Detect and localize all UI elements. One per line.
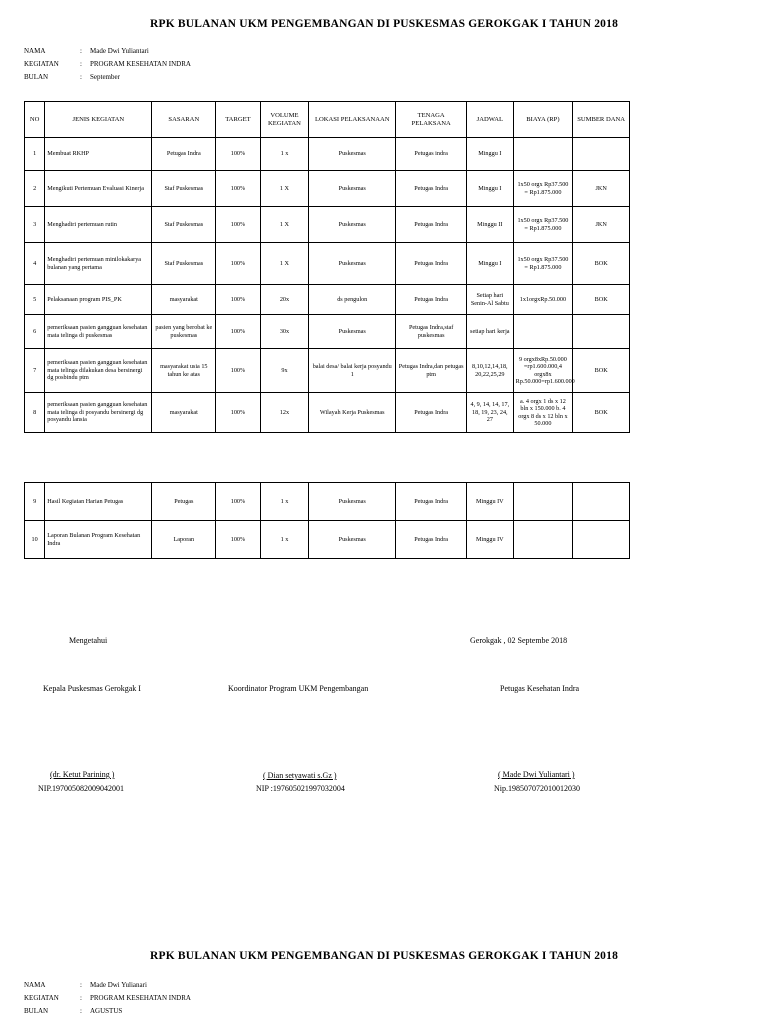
table-cell: 1 x bbox=[260, 138, 309, 171]
meta-label: NAMA bbox=[24, 47, 46, 55]
table-cell: Wilayah Kerja Puskesmas bbox=[309, 393, 396, 433]
table-cell: 1x50 orgx Rp37.500 = Rp1.875.000 bbox=[513, 171, 573, 207]
table-cell: 100% bbox=[216, 315, 261, 349]
table-cell: 100% bbox=[216, 483, 261, 521]
activity-table-continued bbox=[24, 482, 630, 559]
nip-koordinator: NIP :197605021997032004 bbox=[256, 784, 345, 793]
table-cell: pemeriksaan pasien gangguan kesehatan mata telinga di posyandu bersinergi dg posyandu lansia bbox=[45, 393, 152, 433]
column-header: JENIS KEGIATAN bbox=[45, 102, 152, 138]
table-cell: 6 bbox=[25, 315, 45, 349]
table-cell: pemeriksaan pasien gangguan kesehatan mata telinga dilakukan desa bersinergi dg posbindu ptm bbox=[45, 349, 152, 393]
table-cell: ds pengulon bbox=[309, 285, 396, 315]
table-cell: Petugas Indra bbox=[396, 207, 467, 243]
table-row bbox=[25, 315, 630, 349]
column-header: VOLUME KEGIATAN bbox=[260, 102, 309, 138]
table-cell: Petugas Indra,staf puskesmas bbox=[396, 315, 467, 349]
table-cell: Minggu I bbox=[467, 243, 514, 285]
table-cell: 100% bbox=[216, 138, 261, 171]
table-cell: Membuat RKHP bbox=[45, 138, 152, 171]
table-cell: BOK bbox=[573, 285, 630, 315]
table-cell: 100% bbox=[216, 207, 261, 243]
table-cell: Petugas Indra,dan petugas ptm bbox=[396, 349, 467, 393]
table-cell: Petugas Indra bbox=[396, 171, 467, 207]
table-cell: 1 X bbox=[260, 243, 309, 285]
table-row bbox=[25, 243, 630, 285]
table-cell: pasien yang berobat ke puskesmas bbox=[152, 315, 216, 349]
table-cell bbox=[513, 521, 573, 559]
page-title-2: RPK BULANAN UKM PENGEMBANGAN DI PUSKESMAS GEROKGAK I TAHUN 2018 bbox=[149, 950, 619, 962]
table-cell: 10 bbox=[25, 521, 45, 559]
table-cell: Menghadiri pertemuan rutin bbox=[45, 207, 152, 243]
table-cell: Puskesmas bbox=[309, 171, 396, 207]
role-kepala: Kepala Puskesmas Gerokgak I bbox=[43, 684, 141, 693]
table-cell: 1 X bbox=[260, 171, 309, 207]
meta-colon: : bbox=[80, 994, 82, 1002]
table-cell: Laporan bbox=[152, 521, 216, 559]
table-cell: 4, 9, 14, 14, 17, 18, 19, 23, 24, 27 bbox=[467, 393, 514, 433]
table-cell: Minggu I bbox=[467, 138, 514, 171]
meta-colon: : bbox=[80, 1007, 82, 1015]
table-cell: 1x50 orgx Rp37.500 = Rp1.875.000 bbox=[513, 207, 573, 243]
column-header: SASARAN bbox=[152, 102, 216, 138]
table-cell: Staf Puskesmas bbox=[152, 207, 216, 243]
table-cell bbox=[513, 483, 573, 521]
header-meta-2 bbox=[24, 981, 191, 1020]
table-cell: Petugas Indra bbox=[152, 138, 216, 171]
meta-label: BULAN bbox=[24, 1007, 49, 1015]
table-cell: 1 X bbox=[260, 207, 309, 243]
table-row bbox=[25, 138, 630, 171]
column-header: LOKASI PELAKSANAAN bbox=[309, 102, 396, 138]
column-header: JADWAL bbox=[467, 102, 514, 138]
meta-label: KEGIATAN bbox=[24, 60, 59, 68]
table-cell: 8 bbox=[25, 393, 45, 433]
table-cell: 7 bbox=[25, 349, 45, 393]
table-cell: 9x bbox=[260, 349, 309, 393]
meta-label: BULAN bbox=[24, 73, 49, 81]
table-cell: pemeriksaan pasien gangguan kesehatan mata telinga di puskesmas bbox=[45, 315, 152, 349]
signer-name-petugas: ( Made Dwi Yuliantari ) bbox=[498, 770, 575, 779]
column-header: TENAGA PELAKSANA bbox=[396, 102, 467, 138]
mengetahui-label: Mengetahui bbox=[69, 636, 108, 645]
table-cell: JKN bbox=[573, 207, 630, 243]
table-cell: Staf Puskesmas bbox=[152, 171, 216, 207]
meta-colon: : bbox=[80, 981, 82, 989]
meta-colon: : bbox=[80, 60, 82, 68]
table-cell: 100% bbox=[216, 393, 261, 433]
table-cell: Petugas indra bbox=[396, 138, 467, 171]
table-cell: 1 bbox=[25, 138, 45, 171]
meta-colon: : bbox=[80, 73, 82, 81]
table-cell: 20x bbox=[260, 285, 309, 315]
table-cell: Mengikuti Pertemuan Evaluasi Kinerja bbox=[45, 171, 152, 207]
table-cell: masyarakat bbox=[152, 285, 216, 315]
table-cell: JKN bbox=[573, 171, 630, 207]
table-row bbox=[25, 393, 630, 433]
table-cell: masyarakat usia 15 tahun ke atas bbox=[152, 349, 216, 393]
table-row bbox=[25, 521, 630, 559]
table-cell: a. 4 orgx 1 ds x 12 bln x 150.000 b. 4 orgx 8 ds x 12 bln x 50.000 bbox=[513, 393, 573, 433]
table-cell bbox=[573, 521, 630, 559]
table-row bbox=[25, 285, 630, 315]
meta-label: NAMA bbox=[24, 981, 46, 989]
column-header: TARGET bbox=[216, 102, 261, 138]
table-cell: Petugas Indra bbox=[396, 483, 467, 521]
table-cell: Puskesmas bbox=[309, 483, 396, 521]
table-cell: Hasil Kegiatan Harian Petugas bbox=[45, 483, 152, 521]
meta-value: PROGRAM KESEHATAN INDRA bbox=[90, 60, 191, 68]
header-meta bbox=[24, 47, 191, 86]
table-cell: setiap hari kerja bbox=[467, 315, 514, 349]
table-cell: masyarakat bbox=[152, 393, 216, 433]
nip-kepala: NIP.197005082009042001 bbox=[38, 784, 125, 793]
table-cell: 30x bbox=[260, 315, 309, 349]
table-row bbox=[25, 483, 630, 521]
table-cell: 100% bbox=[216, 349, 261, 393]
table-cell: Minggu IV bbox=[467, 521, 514, 559]
table-cell: Puskesmas bbox=[309, 315, 396, 349]
activity-table bbox=[24, 101, 630, 433]
table-cell: Staf Puskesmas bbox=[152, 243, 216, 285]
meta-value: Made Dwi Yulianari bbox=[90, 981, 147, 989]
table-cell bbox=[573, 483, 630, 521]
table-cell: 100% bbox=[216, 521, 261, 559]
signer-name-kepala: (dr. Ketut Parining ) bbox=[50, 770, 115, 779]
column-header: NO bbox=[25, 102, 45, 138]
meta-value: September bbox=[90, 73, 120, 81]
meta-value: AGUSTUS bbox=[90, 1007, 123, 1015]
table-cell: BOK bbox=[573, 349, 630, 393]
table-cell bbox=[513, 315, 573, 349]
table-cell: 9 orgx8xRp.50.000 =rp1.600.000,4 orgx8x Rp.50.000=rp1.600.000 bbox=[513, 349, 573, 393]
table-cell: Pelaksanaan program PIS_PK bbox=[45, 285, 152, 315]
table-row bbox=[25, 171, 630, 207]
table-cell: 4 bbox=[25, 243, 45, 285]
table-cell: BOK bbox=[573, 393, 630, 433]
table-cell: Petugas bbox=[152, 483, 216, 521]
table-cell bbox=[573, 138, 630, 171]
nip-petugas: Nip.198507072010012030 bbox=[494, 784, 580, 793]
table-cell: BOK bbox=[573, 243, 630, 285]
table-cell: Minggu I bbox=[467, 171, 514, 207]
table-cell: 1 x bbox=[260, 483, 309, 521]
meta-label: KEGIATAN bbox=[24, 994, 59, 1002]
table-cell: Petugas Indra bbox=[396, 393, 467, 433]
table-cell: 3 bbox=[25, 207, 45, 243]
table-cell: 9 bbox=[25, 483, 45, 521]
role-koordinator: Koordinator Program UKM Pengembangan bbox=[228, 684, 369, 693]
role-petugas: Petugas Kesehatan Indra bbox=[500, 684, 580, 693]
table-cell: 12x bbox=[260, 393, 309, 433]
table-cell: 100% bbox=[216, 285, 261, 315]
table-cell: 100% bbox=[216, 171, 261, 207]
table-cell: Minggu II bbox=[467, 207, 514, 243]
table-cell: Puskesmas bbox=[309, 243, 396, 285]
table-cell: Puskesmas bbox=[309, 138, 396, 171]
table-cell: 100% bbox=[216, 243, 261, 285]
place-date: Gerokgak , 02 Septembe 2018 bbox=[470, 636, 568, 645]
table-cell: Petugas Indra bbox=[396, 285, 467, 315]
table-cell: 5 bbox=[25, 285, 45, 315]
table-cell: Petugas Indra bbox=[396, 521, 467, 559]
table-cell: Menghadiri pertemuan minilokakarya bulanan yang pertama bbox=[45, 243, 152, 285]
meta-value: PROGRAM KESEHATAN INDRA bbox=[90, 994, 191, 1002]
column-header: SUMBER DANA bbox=[573, 102, 630, 138]
table-cell: Minggu IV bbox=[467, 483, 514, 521]
page-title: RPK BULANAN UKM PENGEMBANGAN DI PUSKESMAS GEROKGAK I TAHUN 2018 bbox=[149, 18, 619, 30]
table-row bbox=[25, 207, 630, 243]
table-cell: Puskesmas bbox=[309, 521, 396, 559]
column-header: BIAYA (RP) bbox=[513, 102, 573, 138]
meta-value: Made Dwi Yuliantari bbox=[90, 47, 149, 55]
signer-name-koordinator: ( Dian setyawati s.Gz ) bbox=[263, 771, 337, 780]
table-cell: 2 bbox=[25, 171, 45, 207]
table-cell bbox=[573, 315, 630, 349]
table-cell: Setiap hari Senin-Al Sabtu bbox=[467, 285, 514, 315]
table-row bbox=[25, 349, 630, 393]
table-cell: 1x50 orgx Rp37.500 = Rp1.875.000 bbox=[513, 243, 573, 285]
table-cell: Puskesmas bbox=[309, 207, 396, 243]
table-cell: 8,10,12,14,18, 20,22,25,29 bbox=[467, 349, 514, 393]
table-cell: balai desa/ balai kerja posyandu 1 bbox=[309, 349, 396, 393]
meta-colon: : bbox=[80, 47, 82, 55]
table-cell: 1 x bbox=[260, 521, 309, 559]
table-cell bbox=[513, 138, 573, 171]
table-cell: 1x1orgxRp.50.000 bbox=[513, 285, 573, 315]
table-cell: Petugas Indra bbox=[396, 243, 467, 285]
table-cell: Laporan Bulanan Program Kesehatan Indra bbox=[45, 521, 152, 559]
